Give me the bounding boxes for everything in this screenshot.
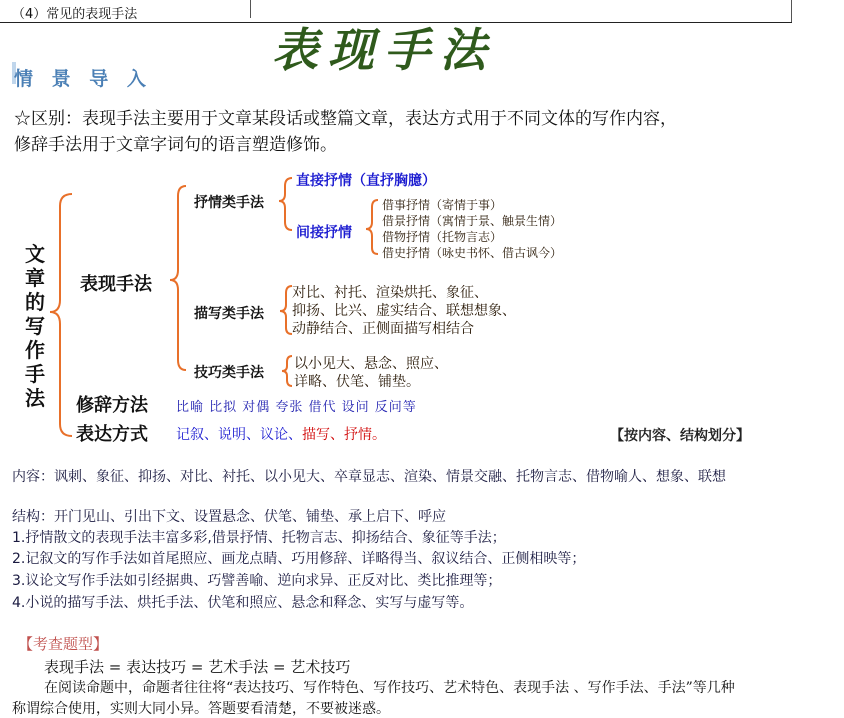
technique-brace <box>282 356 292 386</box>
indirect-item-3: 借物抒情（托物言志） <box>382 230 503 244</box>
distinction-line-1: ☆区别：表现手法主要用于文章某段话或整篇文章，表达方式用于不同文体的写作内容， <box>14 109 677 129</box>
branch-rhetoric: 修辞方法 <box>76 395 148 416</box>
branch-mode: 表达方式 <box>76 424 148 445</box>
indirect-item-1: 借事抒情（寄情于事） <box>382 198 503 212</box>
branch-expression: 表现手法 <box>80 274 152 295</box>
lyric-direct: 直接抒情（直抒胸臆） <box>296 173 436 189</box>
technique-label: 技巧类手法 <box>194 365 264 381</box>
mode-item-exposition: 说明、 <box>218 427 260 443</box>
content-line: 内容：讽刺、象征、抑扬、对比、衬托、以小见大、卒章显志、渲染、情景交融、托物言志、借物喻人、想象、联想 <box>12 469 726 485</box>
structure-line: 结构：开门见山、引出下文、设置悬念、伏笔、铺垫、承上启下、呼应 <box>12 509 446 525</box>
indirect-brace <box>366 200 378 254</box>
page-title: 表现手法 <box>272 23 496 77</box>
exam-equation: 表现手法 = 表达技巧 = 艺术手法 = 艺术技巧 <box>44 658 351 676</box>
point-1: 1.抒情散文的表现手法丰富多彩,借景抒情、托物言志、抑扬结合、象征等手法； <box>12 530 506 546</box>
lyric-indirect: 间接抒情 <box>296 225 352 241</box>
indirect-item-4: 借史抒情（咏史书怀、借古讽今） <box>382 246 563 260</box>
technique-line-1: 以小见大、悬念、照应、 <box>294 356 448 372</box>
mode-item-lyric: 抒情。 <box>344 427 386 443</box>
division-note: 【按内容、结构划分】 <box>610 428 750 444</box>
exam-heading: 【考查题型】 <box>18 635 109 653</box>
distinction-line-2: 修辞手法用于文章字词句的语言塑造修饰。 <box>14 135 337 155</box>
section-label: （4）常见的表现手法 <box>12 7 138 22</box>
tree-root: 文章的写作手法 <box>25 242 45 410</box>
lyric-label: 抒情类手法 <box>194 195 264 211</box>
mode-item-narration: 记叙、 <box>176 427 218 443</box>
point-3: 3.议论文写作手法如引经据典、巧譬善喻、逆向求异、正反对比、类比推理等； <box>12 573 502 589</box>
descriptive-brace <box>280 286 292 334</box>
exam-line-2: 称谓综合使用，实则大同小异。答题要看清楚，不要被迷惑。 <box>12 701 390 717</box>
exam-line-1: 在阅读命题中，命题者往往将“表达技巧、写作特色、写作技巧、艺术特色、表现手法 、写作手法、手法”等几种 <box>44 680 735 696</box>
intro-heading: 情 景 导 入 <box>14 68 152 90</box>
root-brace <box>50 194 72 436</box>
rhetoric-items: 比喻 比拟 对偶 夸张 借代 设问 反问等 <box>176 400 417 415</box>
point-2: 2.记叙文的写作手法如首尾照应、画龙点睛、巧用修辞、详略得当、叙议结合、正侧相映等； <box>12 551 586 567</box>
mode-items <box>176 424 386 444</box>
expression-brace <box>170 186 186 370</box>
descriptive-line-2: 抑扬、比兴、虚实结合、联想想象、 <box>292 303 516 319</box>
technique-line-2: 详略、伏笔、铺垫。 <box>294 374 420 390</box>
lyric-brace <box>279 178 292 230</box>
point-4: 4.小说的描写手法、烘托手法、伏笔和照应、悬念和释念、实写与虚写等。 <box>12 595 474 611</box>
descriptive-label: 描写类手法 <box>194 306 264 322</box>
mode-item-argument: 议论、 <box>260 427 302 443</box>
descriptive-line-3: 动静结合、正侧面描写相结合 <box>292 321 474 337</box>
descriptive-line-1: 对比、衬托、渲染烘托、象征、 <box>292 285 488 301</box>
indirect-item-2: 借景抒情（寓情于景、触景生情） <box>382 214 563 228</box>
mode-item-description: 描写、 <box>302 427 344 443</box>
